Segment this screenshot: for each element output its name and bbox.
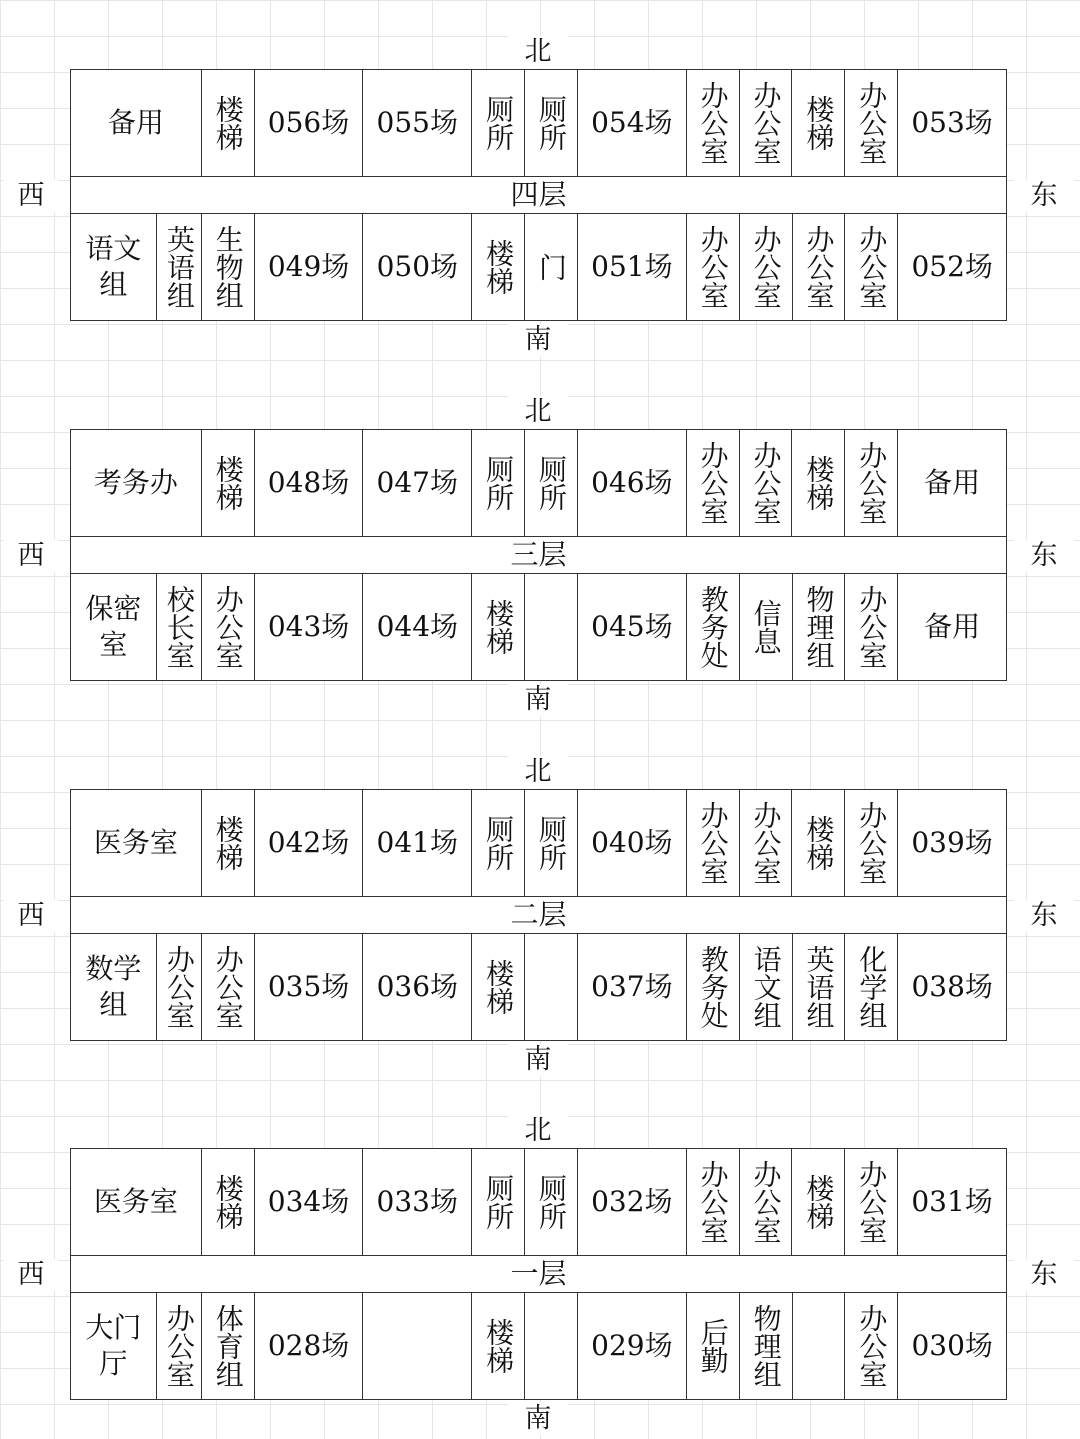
floor-section [0, 1079, 1080, 1439]
room-cell: 后勤 [687, 1293, 740, 1399]
room-cell: 厕所 [472, 1149, 525, 1255]
room-cell: 办公室 [845, 1149, 898, 1255]
room-cell: 办公室 [157, 1293, 202, 1399]
east-label: 东 [1014, 540, 1074, 572]
room-cell: 办公室 [793, 214, 846, 320]
room-cell: 物理组 [793, 574, 846, 680]
west-label: 西 [4, 1259, 58, 1291]
room-cell: 办公室 [845, 1293, 898, 1399]
west-label: 西 [4, 900, 58, 932]
south-label: 南 [508, 1044, 568, 1076]
room-cell: 办公室 [740, 70, 793, 176]
floor-section [0, 360, 1080, 720]
room-cell: 考务办 [71, 430, 202, 536]
north-label: 北 [508, 396, 568, 428]
room-cell: 029场 [578, 1293, 687, 1399]
room-cell: 备用 [71, 70, 202, 176]
room-cell [525, 934, 578, 1040]
room-cell: 033场 [363, 1149, 472, 1255]
room-cell: 楼梯 [792, 790, 845, 896]
room-cell: 042场 [255, 790, 364, 896]
room-cell: 办公室 [687, 430, 740, 536]
west-label: 西 [4, 180, 58, 212]
room-cell: 办公室 [845, 574, 898, 680]
east-label: 东 [1014, 1259, 1074, 1291]
west-label: 西 [4, 540, 58, 572]
room-cell: 034场 [255, 1149, 364, 1255]
room-cell: 教务处 [687, 574, 740, 680]
room-cell: 门 [525, 214, 578, 320]
room-cell: 031场 [911, 1185, 993, 1218]
north-room-row [70, 429, 1007, 537]
room-cell: 英语组 [157, 214, 202, 320]
room-cell: 039场 [911, 826, 993, 859]
room-cell: 办公室 [687, 790, 740, 896]
room-cell: 楼梯 [472, 574, 525, 680]
room-cell: 040场 [578, 790, 687, 896]
room-cell: 备用 [924, 610, 981, 643]
north-label: 北 [508, 756, 568, 788]
room-cell: 办公室 [687, 1149, 740, 1255]
room-cell: 楼梯 [472, 1293, 525, 1399]
south-room-row [70, 213, 1007, 321]
room-cell: 校长室 [157, 574, 202, 680]
room-cell: 办公室 [202, 934, 255, 1040]
room-cell: 教务处 [687, 934, 740, 1040]
room-cell: 046场 [578, 430, 687, 536]
south-label: 南 [508, 684, 568, 716]
floor-name: 三层 [70, 537, 1007, 573]
room-cell: 032场 [578, 1149, 687, 1255]
room-cell: 办公室 [202, 574, 255, 680]
room-cell: 035场 [255, 934, 364, 1040]
room-cell: 生物组 [202, 214, 255, 320]
south-label: 南 [508, 1403, 568, 1435]
room-cell: 041场 [363, 790, 472, 896]
floor-section [0, 720, 1080, 1080]
room-cell: 办公室 [740, 430, 793, 536]
room-cell: 049场 [255, 214, 364, 320]
room-cell: 053场 [911, 106, 993, 139]
room-cell: 厕所 [472, 70, 525, 176]
room-cell: 办公室 [687, 70, 740, 176]
north-room-row [70, 69, 1007, 177]
room-cell: 化学组 [845, 934, 898, 1040]
room-cell: 044场 [363, 574, 472, 680]
room-cell: 办公室 [740, 790, 793, 896]
room-cell: 楼梯 [792, 1149, 845, 1255]
room-cell: 052场 [911, 250, 993, 283]
room-cell: 048场 [255, 430, 364, 536]
floor-section [0, 0, 1080, 360]
room-cell: 楼梯 [202, 1149, 255, 1255]
room-cell [525, 1293, 578, 1399]
north-room-row [70, 789, 1007, 897]
room-cell: 楼梯 [202, 430, 255, 536]
south-room-row [70, 573, 1007, 681]
room-cell: 054场 [578, 70, 687, 176]
room-cell: 028场 [255, 1293, 364, 1399]
room-cell: 037场 [578, 934, 687, 1040]
room-cell: 数学组 [71, 934, 157, 1040]
room-cell: 信息 [740, 574, 793, 680]
room-cell: 办公室 [845, 790, 898, 896]
room-cell [525, 574, 578, 680]
east-label: 东 [1014, 180, 1074, 212]
room-cell: 045场 [578, 574, 687, 680]
room-cell: 大门厅 [71, 1293, 157, 1399]
room-cell: 保密室 [71, 574, 157, 680]
room-cell: 038场 [911, 970, 993, 1003]
room-cell: 厕所 [472, 790, 525, 896]
room-cell: 厕所 [472, 430, 525, 536]
room-cell: 语文组 [740, 934, 793, 1040]
room-cell: 英语组 [793, 934, 846, 1040]
room-cell: 楼梯 [472, 214, 525, 320]
north-room-row [70, 1148, 1007, 1256]
room-cell: 厕所 [525, 70, 578, 176]
floor-name: 二层 [70, 897, 1007, 933]
room-cell: 办公室 [740, 214, 793, 320]
room-cell: 办公室 [845, 214, 898, 320]
room-cell: 体育组 [202, 1293, 255, 1399]
south-label: 南 [508, 324, 568, 356]
room-cell: 医务室 [71, 1149, 202, 1255]
room-cell: 楼梯 [472, 934, 525, 1040]
room-cell: 036场 [363, 934, 472, 1040]
room-cell: 备用 [924, 466, 981, 499]
floor-name: 四层 [70, 177, 1007, 213]
room-cell: 办公室 [845, 70, 898, 176]
room-cell: 050场 [363, 214, 472, 320]
room-cell: 051场 [578, 214, 687, 320]
room-cell: 办公室 [740, 1149, 793, 1255]
east-label: 东 [1014, 900, 1074, 932]
south-room-row [70, 1292, 1007, 1400]
room-cell: 055场 [363, 70, 472, 176]
north-label: 北 [508, 1115, 568, 1147]
room-cell: 办公室 [687, 214, 740, 320]
room-cell: 056场 [255, 70, 364, 176]
room-cell: 物理组 [740, 1293, 793, 1399]
north-label: 北 [508, 36, 568, 68]
room-cell: 楼梯 [202, 70, 255, 176]
room-cell: 厕所 [525, 790, 578, 896]
room-cell: 语文组 [71, 214, 157, 320]
room-cell: 楼梯 [792, 430, 845, 536]
room-cell: 030场 [911, 1329, 993, 1362]
room-cell: 楼梯 [202, 790, 255, 896]
south-room-row [70, 933, 1007, 1041]
room-cell: 043场 [255, 574, 364, 680]
room-cell [793, 1293, 846, 1399]
room-cell: 厕所 [525, 430, 578, 536]
room-cell [363, 1293, 472, 1399]
floor-name: 一层 [70, 1256, 1007, 1292]
room-cell: 047场 [363, 430, 472, 536]
room-cell: 厕所 [525, 1149, 578, 1255]
room-cell: 办公室 [845, 430, 898, 536]
room-cell: 楼梯 [792, 70, 845, 176]
room-cell: 办公室 [157, 934, 202, 1040]
room-cell: 医务室 [71, 790, 202, 896]
